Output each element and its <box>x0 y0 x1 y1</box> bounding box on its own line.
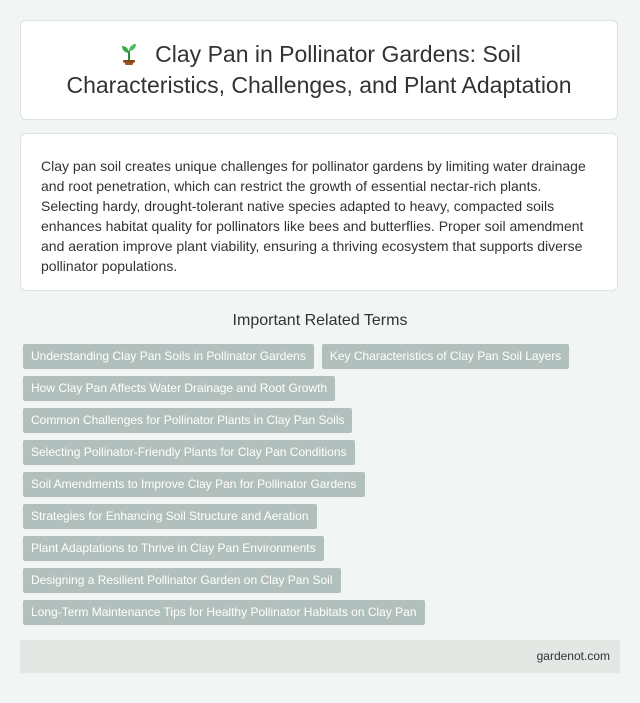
related-term-tag[interactable]: Key Characteristics of Clay Pan Soil Layers <box>322 344 569 369</box>
related-terms-heading: Important Related Terms <box>232 312 408 329</box>
related-term-tag[interactable]: Understanding Clay Pan Soils in Pollinator Gardens <box>23 344 314 369</box>
tag-row <box>23 472 623 504</box>
footer <box>20 640 620 673</box>
intro-card <box>20 133 618 291</box>
tag-row <box>23 408 623 440</box>
related-term-tag[interactable]: Strategies for Enhancing Soil Structure and Aeration <box>23 504 317 529</box>
tag-row <box>23 440 623 472</box>
page-title-text: Clay Pan in Pollinator Gardens: Soil Characteristics, Challenges, and Plant Adaptation <box>66 41 572 98</box>
related-term-tag[interactable]: Long-Term Maintenance Tips for Healthy Pollinator Habitats on Clay Pan <box>23 600 425 625</box>
related-terms-list <box>23 344 623 632</box>
sprout-icon <box>117 41 141 65</box>
tag-row <box>23 504 623 536</box>
related-term-tag[interactable]: Soil Amendments to Improve Clay Pan for Pollinator Gardens <box>23 472 365 497</box>
title-card <box>20 20 618 120</box>
tag-row <box>23 600 623 632</box>
tag-row <box>23 536 623 568</box>
tag-row <box>23 344 623 376</box>
related-term-tag[interactable]: Selecting Pollinator-Friendly Plants for Clay Pan Conditions <box>23 440 355 465</box>
tag-row <box>23 568 623 600</box>
related-term-tag[interactable]: Designing a Resilient Pollinator Garden on Clay Pan Soil <box>23 568 341 593</box>
tag-row <box>23 376 623 408</box>
related-term-tag[interactable]: Plant Adaptations to Thrive in Clay Pan Environments <box>23 536 324 561</box>
footer-site-link[interactable]: gardenot.com <box>536 649 610 663</box>
page-title <box>21 39 617 101</box>
related-term-tag[interactable]: How Clay Pan Affects Water Drainage and Root Growth <box>23 376 335 401</box>
related-term-tag[interactable]: Common Challenges for Pollinator Plants in Clay Pan Soils <box>23 408 352 433</box>
intro-paragraph: Clay pan soil creates unique challenges for pollinator gardens by limiting water drainage and root penetration, which can restrict the growth of essential nectar-rich plants. Selecting hardy, drought-tolerant native species adapted to heavy, compacted soils enhances habitat quality for pollinators like bees and butterflies. Proper soil amendment and aeration improve plant viability, ensuring a thriving ecosystem that supports diverse pollinator populations. <box>41 158 586 274</box>
